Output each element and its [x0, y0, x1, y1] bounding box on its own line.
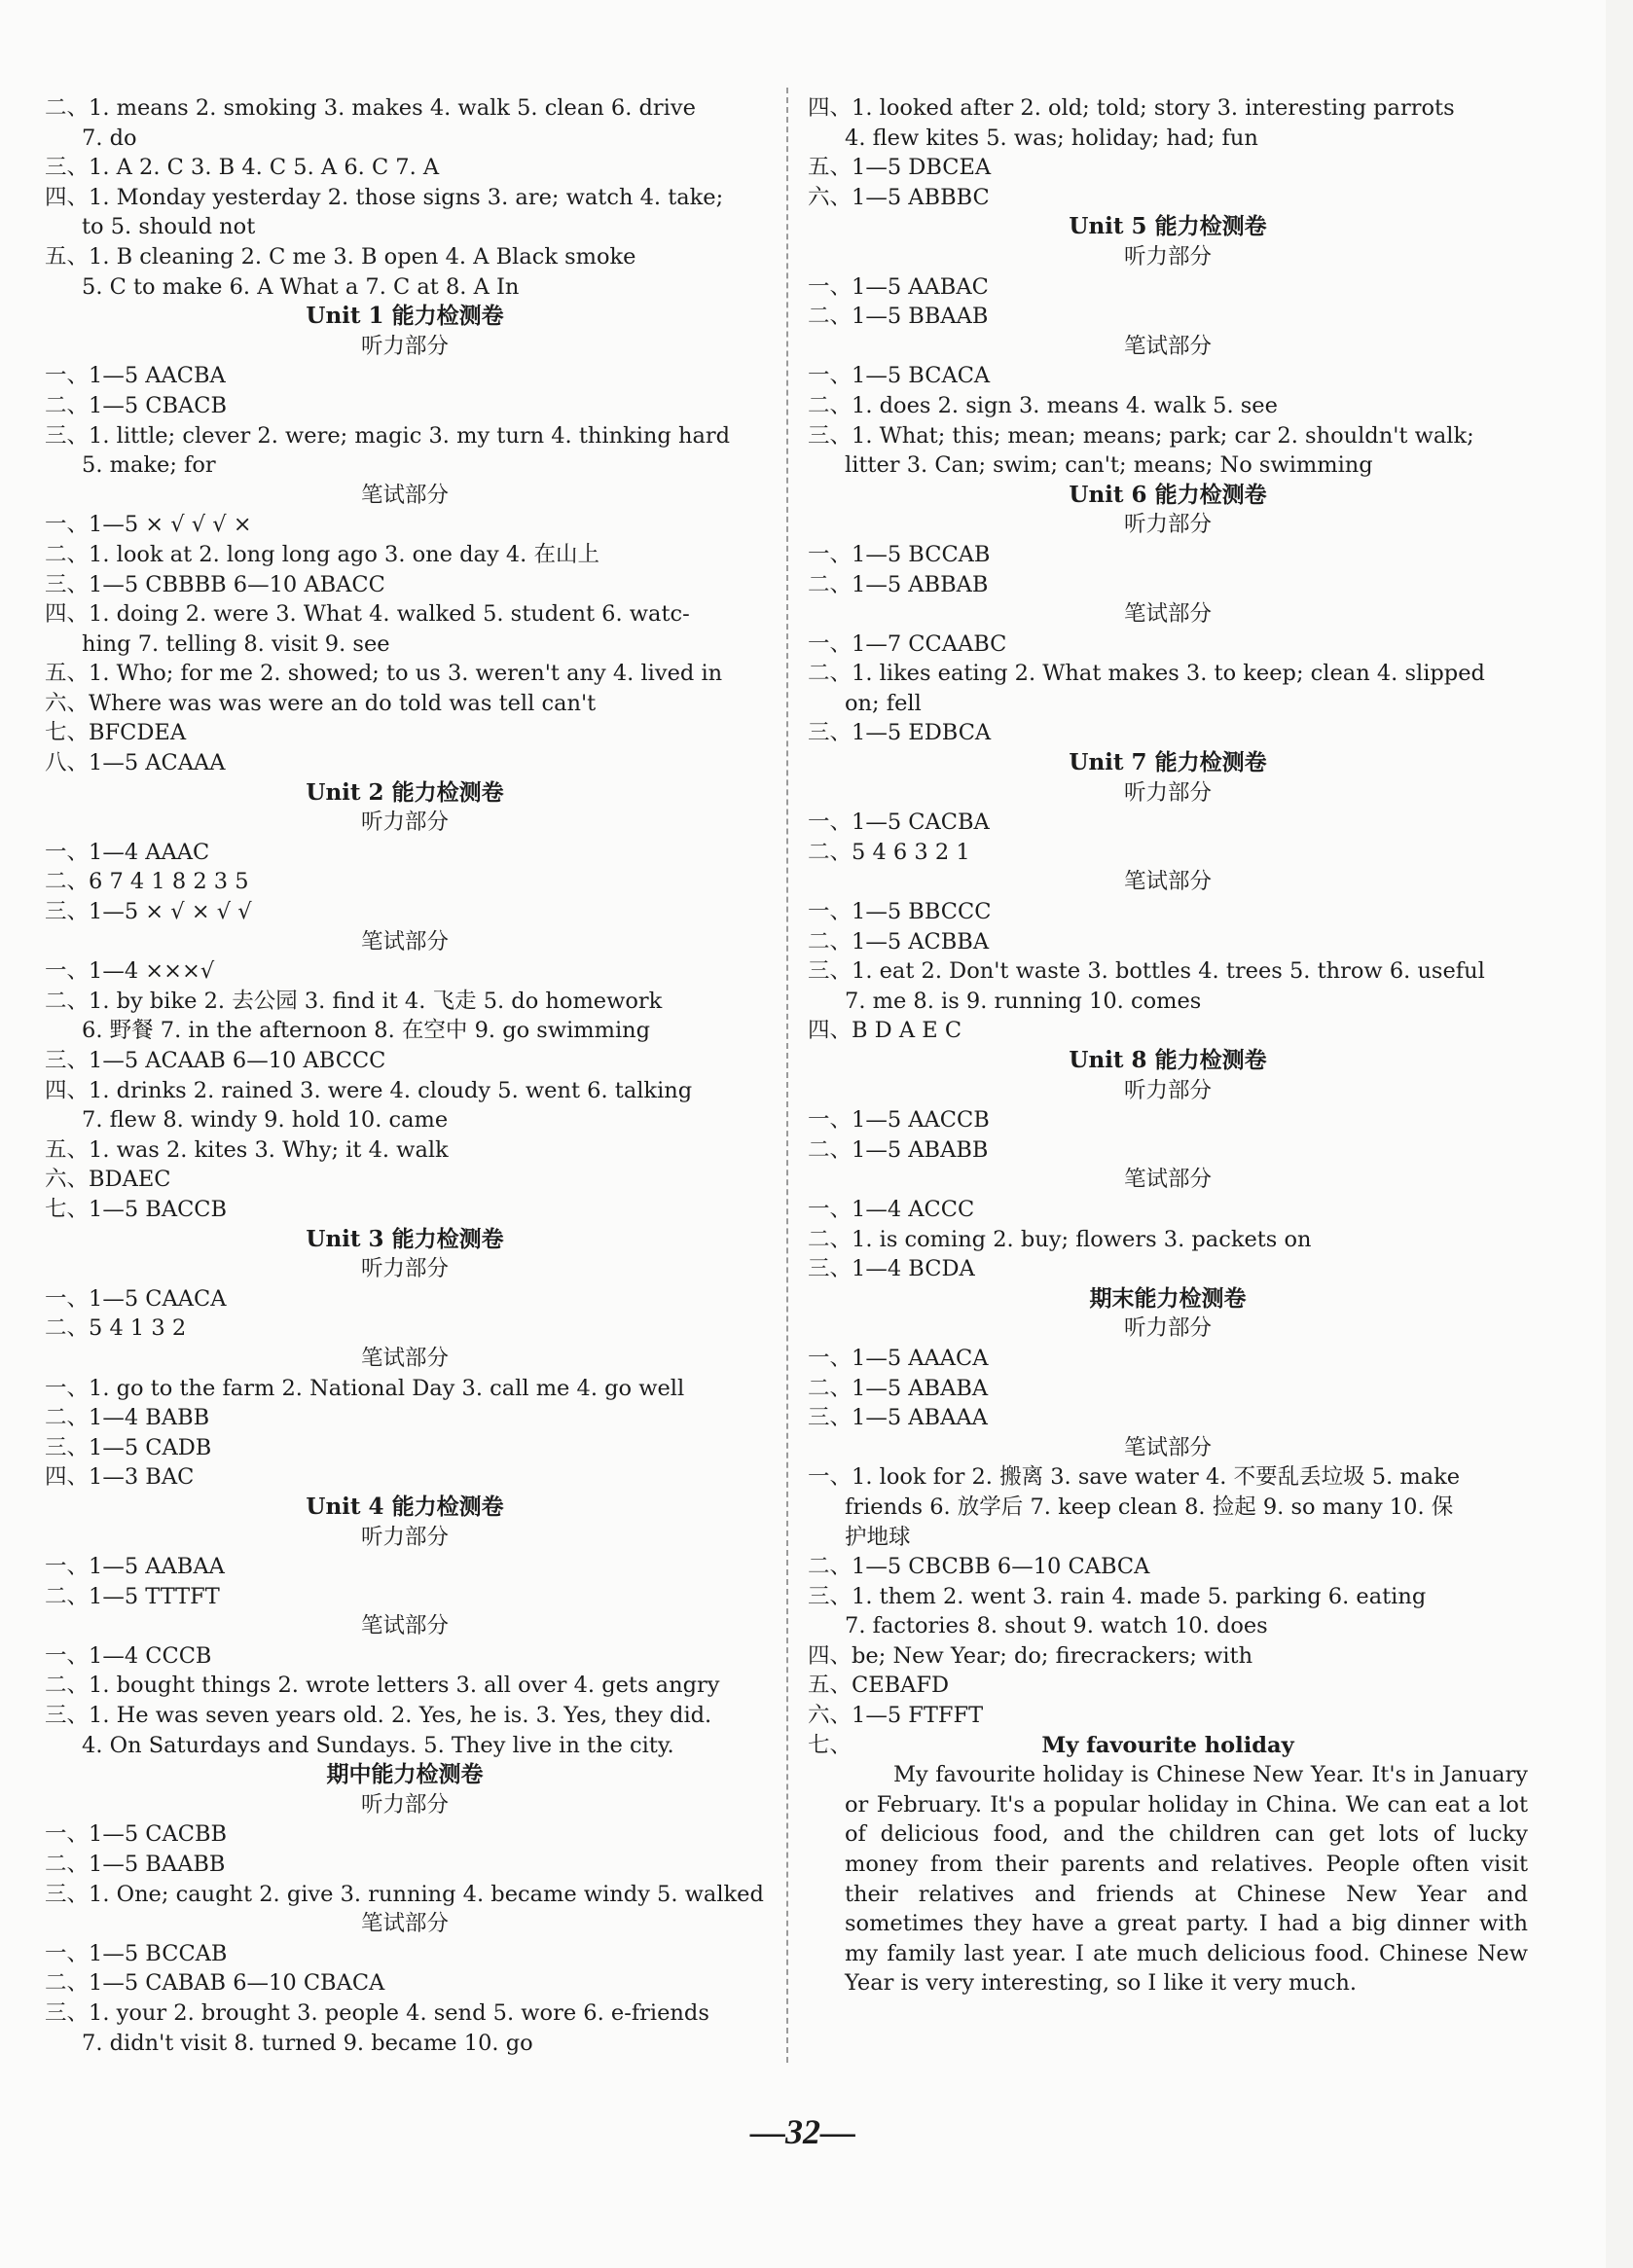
answer-line: 二、1—5 CBCBB 6—10 CABCA — [808, 1554, 1150, 1580]
answer-line: 六、BDAEC — [45, 1167, 171, 1193]
answer-line: 五、1. was 2. kites 3. Why; it 4. walk — [45, 1136, 449, 1163]
subsection-heading: 笔试部分 — [360, 1911, 449, 1937]
answer-line-continued: 7. flew 8. windy 9. hold 10. came — [82, 1107, 449, 1134]
answer-line-continued: litter 3. Can; swim; can't; means; No swimming — [845, 452, 1373, 479]
answer-line: 一、1—4 ACCC — [808, 1196, 975, 1222]
answer-line: 一、1—7 CCAABC — [808, 630, 1007, 657]
answer-line: 二、1. look at 2. long long ago 3. one day 4. 在山上 — [45, 541, 599, 567]
answer-line: 一、1—4 ×××√ — [45, 958, 215, 985]
answer-line: 二、1. by bike 2. 去公园 3. find it 4. 飞走 5. do homework — [45, 988, 663, 1014]
answer-line: 三、1—5 CADB — [45, 1434, 212, 1460]
answer-line: 四、1. drinks 2. rained 3. were 4. cloudy 5. went 6. talking — [45, 1077, 693, 1103]
answer-line: 三、1—5 ABAAA — [808, 1405, 988, 1431]
essay-body — [808, 1760, 1528, 1998]
subsection-heading: 笔试部分 — [360, 928, 449, 954]
subsection-heading: 听力部分 — [360, 1524, 449, 1550]
answer-line-continued: 5. C to make 6. A What a 7. C at 8. A In — [82, 273, 520, 300]
section-heading: Unit 5 能力检测卷 — [1069, 213, 1267, 240]
subsection-heading: 笔试部分 — [1123, 601, 1212, 628]
answer-line: 三、1—5 ACAAB 6—10 ABCCC — [45, 1048, 386, 1073]
subsection-heading: 笔试部分 — [1123, 869, 1212, 895]
answer-line: 三、1. little; clever 2. were; magic 3. my turn 4. thinking hard — [45, 422, 731, 449]
answer-line-continued: on; fell — [845, 690, 922, 716]
answer-line: 三、1. eat 2. Don't waste 3. bottles 4. trees 5. throw 6. useful — [808, 958, 1485, 985]
essay-title: My favourite holiday — [1041, 1732, 1294, 1758]
answer-line: 二、1. is coming 2. buy; flowers 3. packets on — [808, 1226, 1312, 1252]
answer-line: 一、1—5 AABAC — [808, 273, 989, 300]
answer-line: 二、1. likes eating 2. What makes 3. to keep; clean 4. slipped — [808, 661, 1485, 687]
subsection-heading: 笔试部分 — [1123, 333, 1212, 359]
answer-line: 五、1—5 DBCEA — [808, 155, 992, 181]
answer-line-continued: 4. flew kites 5. was; holiday; had; fun — [845, 125, 1258, 151]
answer-line: 一、1—5 BCCAB — [45, 1940, 228, 1966]
answer-line: 三、1. your 2. brought 3. people 4. send 5. wore 6. e-friends — [45, 2000, 709, 2026]
answer-line: 一、1—5 BBCCC — [808, 899, 992, 925]
answer-line-continued: 护地球 — [845, 1524, 911, 1550]
answer-line: 二、1—5 ABABA — [808, 1375, 989, 1401]
answer-line: 四、1. doing 2. were 3. What 4. walked 5. student 6. watc- — [45, 601, 690, 628]
answer-line: 二、1—4 BABB — [45, 1405, 210, 1431]
answer-line-continued: 7. didn't visit 8. turned 9. became 10. go — [82, 2030, 533, 2056]
subsection-heading: 笔试部分 — [360, 1613, 449, 1639]
answer-line: 八、1—5 ACAAA — [45, 750, 226, 776]
answer-line-continued: 7. factories 8. shout 9. watch 10. does — [845, 1613, 1268, 1639]
answer-line: 四、be; New Year; do; firecrackers; with — [808, 1642, 1253, 1669]
section-heading: Unit 4 能力检测卷 — [306, 1493, 504, 1520]
answer-line: 二、1—5 CBACB — [45, 392, 228, 418]
answer-line: 一、1—5 CAACA — [45, 1285, 227, 1312]
answer-line: 一、1—5 AACCB — [808, 1107, 990, 1134]
answer-line: 二、1. bought things 2. wrote letters 3. all over 4. gets angry — [45, 1673, 720, 1699]
answer-line: 一、1—5 × √ √ √ × — [45, 512, 252, 538]
subsection-heading: 听力部分 — [1123, 1077, 1212, 1103]
answer-line: 三、1. What; this; mean; means; park; car 2. shouldn't walk; — [808, 422, 1474, 449]
answer-line: 五、CEBAFD — [808, 1673, 950, 1699]
answer-line: 三、1. A 2. C 3. B 4. C 5. A 6. C 7. A — [45, 155, 440, 181]
answer-line: 三、1—5 EDBCA — [808, 720, 992, 746]
answer-line: 一、1—5 CACBB — [45, 1821, 228, 1848]
subsection-heading: 听力部分 — [360, 1791, 449, 1818]
page-number: —32— — [750, 2112, 855, 2151]
answer-line: 一、1—5 AACBA — [45, 363, 226, 389]
essay-heading — [808, 1731, 1528, 1761]
answer-line-continued: 7. me 8. is 9. running 10. comes — [845, 988, 1202, 1014]
answer-line: 二、1—5 BAABB — [45, 1852, 226, 1878]
answer-line: 二、1—5 CABAB 6—10 CBACA — [45, 1970, 385, 1997]
answer-line: 三、1—4 BCDA — [808, 1256, 975, 1282]
subsection-heading: 笔试部分 — [1123, 1167, 1212, 1193]
answer-line: 七、BFCDEA — [45, 720, 187, 746]
answer-line-continued: 7. do — [82, 125, 137, 151]
answer-line: 五、1. B cleaning 2. C me 3. B open 4. A Black smoke — [45, 243, 636, 270]
answer-line-continued: hing 7. telling 8. visit 9. see — [82, 630, 390, 657]
answer-line: 三、1. them 2. went 3. rain 4. made 5. parking 6. eating — [808, 1583, 1427, 1609]
answer-line: 二、5 4 1 3 2 — [45, 1315, 187, 1342]
answer-line-continued: to 5. should not — [82, 214, 256, 240]
answer-line: 一、1—5 BCACA — [808, 363, 991, 389]
answer-line: 二、6 7 4 1 8 2 3 5 — [45, 869, 249, 895]
answer-line: 一、1. go to the farm 2. National Day 3. call me 4. go well — [45, 1375, 685, 1401]
column-divider — [786, 88, 788, 2063]
section-heading: Unit 7 能力检测卷 — [1069, 749, 1267, 776]
subsection-heading: 听力部分 — [1123, 243, 1212, 270]
subsection-heading: 听力部分 — [360, 810, 449, 836]
answer-line: 二、1—5 TTTFT — [45, 1583, 220, 1609]
subsection-heading: 听力部分 — [1123, 1315, 1212, 1342]
answer-line: 二、5 4 6 3 2 1 — [808, 839, 970, 865]
answer-line: 四、1. Monday yesterday 2. those signs 3. are; watch 4. take; — [45, 184, 724, 210]
section-heading: Unit 6 能力检测卷 — [1069, 481, 1267, 508]
answer-line: 一、1—5 AABAA — [45, 1554, 225, 1580]
essay-number: 七、 — [808, 1732, 853, 1758]
right-column-lines — [808, 93, 1528, 1731]
answer-line: 四、1—3 BAC — [45, 1464, 195, 1491]
answer-line: 二、1. means 2. smoking 3. makes 4. walk 5. clean 6. drive — [45, 95, 696, 121]
section-heading: Unit 3 能力检测卷 — [306, 1225, 504, 1252]
answer-line: 二、1—5 ABBAB — [808, 571, 989, 597]
answer-line: 一、1—5 AAACA — [808, 1345, 989, 1371]
section-heading: Unit 1 能力检测卷 — [306, 303, 504, 330]
answer-line: 一、1—5 BCCAB — [808, 541, 991, 567]
answer-line: 二、1—5 BBAAB — [808, 304, 989, 330]
answer-line: 一、1—5 CACBA — [808, 810, 990, 836]
answer-line: 三、1—5 × √ × √ √ — [45, 899, 252, 925]
answer-line: 六、1—5 ABBBC — [808, 184, 990, 210]
section-heading: 期中能力检测卷 — [326, 1761, 484, 1788]
answer-line: 四、B D A E C — [808, 1018, 962, 1044]
right-column — [808, 93, 1528, 1998]
answer-line-continued: 6. 野餐 7. in the afternoon 8. 在空中 9. go swimming — [82, 1018, 651, 1044]
answer-line: 二、1. does 2. sign 3. means 4. walk 5. see — [808, 392, 1278, 418]
left-column — [45, 93, 765, 2058]
answer-line: 三、1. One; caught 2. give 3. running 4. became windy 5. walked — [45, 1881, 764, 1907]
essay-text: My favourite holiday is Chinese New Year. It's in January or February. It's a popular holiday in China. We can eat a lot of delicious food, and the children can get lots of lucky money from their parents and relatives. People often visit their relatives and friends at Chinese New Year and sometimes they have a great party. I had a big dinner with my family last year. I ate much delicious food. Chinese New Year is very interesting, so I like it very much. — [845, 1762, 1528, 1997]
subsection-heading: 听力部分 — [360, 333, 449, 359]
subsection-heading: 笔试部分 — [1123, 1434, 1212, 1460]
answer-line: 一、1—4 CCCB — [45, 1642, 212, 1669]
answer-line: 一、1. look for 2. 搬离 3. save water 4. 不要乱丢垃圾 5. make — [808, 1464, 1461, 1491]
section-heading: Unit 2 能力检测卷 — [306, 778, 504, 806]
answer-line: 一、1—4 AAAC — [45, 839, 210, 865]
answer-line: 七、1—5 BACCB — [45, 1196, 228, 1222]
answer-line-continued: 4. On Saturdays and Sundays. 5. They live in the city. — [82, 1732, 674, 1758]
answer-line: 三、1. He was seven years old. 2. Yes, he is. 3. Yes, they did. — [45, 1703, 712, 1729]
answer-line: 三、1—5 CBBBB 6—10 ABACC — [45, 571, 385, 597]
subsection-heading: 笔试部分 — [360, 482, 449, 508]
answer-line-continued: 5. make; for — [82, 452, 216, 479]
answer-line: 五、1. Who; for me 2. showed; to us 3. weren't any 4. lived in — [45, 661, 723, 687]
answer-line: 二、1—5 ACBBA — [808, 928, 990, 954]
section-heading: Unit 8 能力检测卷 — [1069, 1047, 1267, 1073]
answer-line-continued: friends 6. 放学后 7. keep clean 8. 捡起 9. so many 10. 保 — [845, 1494, 1454, 1520]
subsection-heading: 笔试部分 — [360, 1345, 449, 1371]
answer-line: 六、1—5 FTFFT — [808, 1703, 984, 1729]
answer-line: 二、1—5 ABABB — [808, 1136, 989, 1163]
answer-line: 六、Where was was were an do told was tell can't — [45, 690, 597, 716]
answer-line: 四、1. looked after 2. old; told; story 3. interesting parrots — [808, 95, 1455, 121]
subsection-heading: 听力部分 — [1123, 512, 1212, 538]
subsection-heading: 听力部分 — [1123, 779, 1212, 806]
section-heading: 期末能力检测卷 — [1089, 1284, 1247, 1312]
subsection-heading: 听力部分 — [360, 1256, 449, 1282]
